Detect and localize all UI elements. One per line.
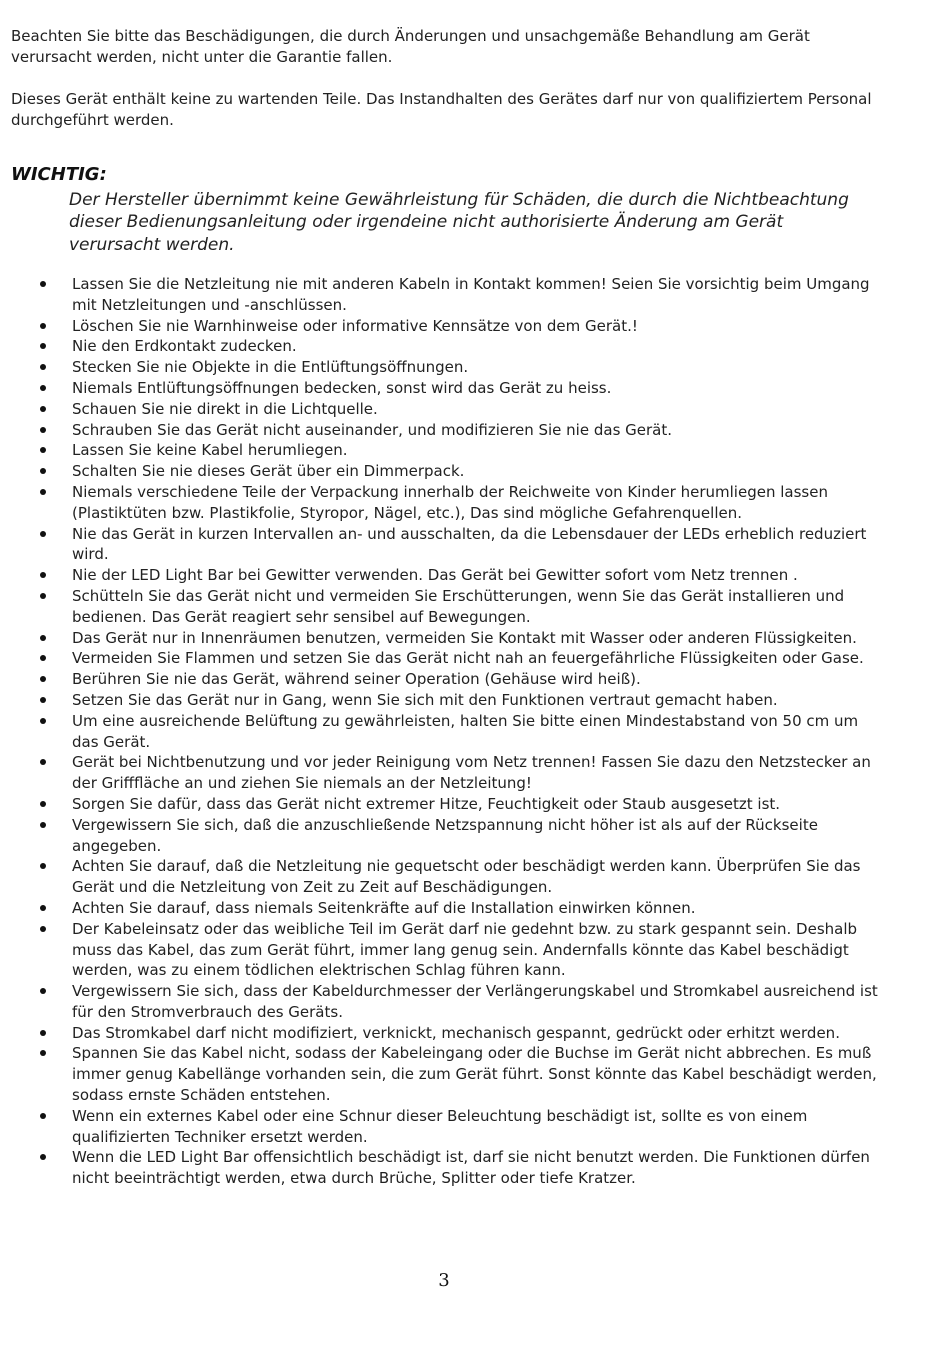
safety-instruction-item bbox=[0, 586, 880, 628]
safety-instruction-text: Vergewissern Sie sich, dass der Kabeldurchmesser der Verlängerungskabel und Stromkabel ausreichend ist für den Stromverbrauch des Geräts. bbox=[72, 982, 878, 1021]
bullet-icon bbox=[40, 572, 46, 578]
safety-instruction-text: Lassen Sie keine Kabel herumliegen. bbox=[72, 441, 348, 460]
bullet-icon bbox=[40, 697, 46, 703]
safety-instruction-text: Sorgen Sie dafür, dass das Gerät nicht extremer Hitze, Feuchtigkeit oder Staub ausgesetzt ist. bbox=[72, 794, 781, 813]
safety-instruction-text: Achten Sie darauf, dass niemals Seitenkräfte auf die Installation einwirken können. bbox=[72, 898, 696, 917]
bullet-icon bbox=[40, 427, 46, 433]
safety-instruction-item bbox=[0, 1106, 880, 1148]
bullet-icon bbox=[40, 988, 46, 994]
safety-instruction-text: Niemals Entlüftungsöffnungen bedecken, sonst wird das Gerät zu heiss. bbox=[72, 378, 612, 397]
safety-instruction-item bbox=[0, 752, 880, 794]
safety-instruction-text: Nie der LED Light Bar bei Gewitter verwenden. Das Gerät bei Gewitter sofort vom Netz trennen . bbox=[72, 566, 798, 585]
safety-instruction-item bbox=[0, 794, 880, 815]
safety-instruction-item bbox=[0, 357, 880, 378]
bullet-icon bbox=[40, 364, 46, 370]
safety-instruction-item bbox=[0, 856, 880, 898]
bullet-icon bbox=[40, 655, 46, 661]
important-heading: WICHTIG: bbox=[11, 164, 107, 185]
safety-instruction-text: Nie den Erdkontakt zudecken. bbox=[72, 337, 297, 356]
safety-instruction-text: Das Gerät nur in Innenräumen benutzen, vermeiden Sie Kontakt mit Wasser oder anderen Flüssigkeiten. bbox=[72, 628, 857, 647]
safety-instruction-item bbox=[0, 898, 880, 919]
safety-instruction-text: Schrauben Sie das Gerät nicht auseinander, und modifizieren Sie nie das Gerät. bbox=[72, 420, 673, 439]
safety-instruction-text: Um eine ausreichende Belüftung zu gewährleisten, halten Sie bitte einen Mindestabstand von 50 cm um das Gerät. bbox=[72, 711, 859, 751]
safety-instruction-text: Das Stromkabel darf nicht modifiziert, verknickt, mechanisch gespannt, gedrückt oder erhitzt werden. bbox=[72, 1023, 840, 1042]
bullet-icon bbox=[40, 1030, 46, 1036]
bullet-icon bbox=[40, 531, 46, 537]
bullet-icon bbox=[40, 863, 46, 869]
page-number: 3 bbox=[438, 1270, 450, 1291]
safety-instruction-item bbox=[0, 420, 880, 441]
bullet-icon bbox=[40, 801, 46, 807]
safety-instruction-item bbox=[0, 274, 880, 316]
bullet-icon bbox=[40, 593, 46, 599]
safety-instruction-item bbox=[0, 981, 880, 1023]
bullet-icon bbox=[40, 759, 46, 765]
safety-instruction-item bbox=[0, 440, 880, 461]
bullet-icon bbox=[40, 343, 46, 349]
safety-instruction-text: Wenn ein externes Kabel oder eine Schnur dieser Beleuchtung beschädigt ist, sollte es von einem qualifizierten Techniker ersetzt werden. bbox=[72, 1106, 808, 1146]
bullet-icon bbox=[40, 489, 46, 495]
safety-instruction-text: Spannen Sie das Kabel nicht, sodass der Kabeleingang oder die Buchse im Gerät nicht abbrechen. Es muß immer genug Kabellänge vorhanden sein, die zum Gerät führt. Sonst könnte das Kabel beschädigt werden, sodass ernste Schäden entstehen. bbox=[72, 1044, 877, 1105]
safety-instruction-item bbox=[0, 628, 880, 649]
safety-instruction-item bbox=[0, 1023, 880, 1044]
safety-instruction-item bbox=[0, 1043, 880, 1105]
bullet-icon bbox=[40, 447, 46, 453]
bullet-icon bbox=[40, 926, 46, 932]
bullet-icon bbox=[40, 822, 46, 828]
bullet-icon bbox=[40, 1050, 46, 1056]
safety-instruction-item bbox=[0, 690, 880, 711]
safety-instruction-text: Wenn die LED Light Bar offensichtlich beschädigt ist, darf sie nicht benutzt werden. Die Funktionen dürfen nicht beeinträchtigt werden, etwa durch Brüche, Splitter oder tiefe Kratzer. bbox=[72, 1148, 870, 1188]
safety-instruction-item bbox=[0, 378, 880, 399]
safety-instructions-list bbox=[0, 274, 950, 1189]
safety-instruction-text: Setzen Sie das Gerät nur in Gang, wenn Sie sich mit den Funktionen vertraut gemacht haben. bbox=[72, 690, 778, 709]
safety-instruction-text: Schauen Sie nie direkt in die Lichtquelle. bbox=[72, 399, 378, 418]
safety-instruction-item bbox=[0, 524, 880, 566]
safety-instruction-item bbox=[0, 336, 880, 357]
bullet-icon bbox=[40, 1154, 46, 1160]
safety-instruction-text: Niemals verschiedene Teile der Verpackung innerhalb der Reichweite von Kinder herumliegen lassen (Plastiktüten bzw. Plastikfolie, Styropor, Nägel, etc.), Das sind mögliche Gefahrenquellen. bbox=[72, 482, 828, 522]
safety-instruction-item bbox=[0, 648, 880, 669]
bullet-icon bbox=[40, 1113, 46, 1119]
safety-instruction-item bbox=[0, 815, 880, 857]
safety-instruction-text: Vermeiden Sie Flammen und setzen Sie das Gerät nicht nah an feuergefährliche Flüssigkeiten oder Gase. bbox=[72, 649, 864, 668]
intro-paragraph-warranty: Beachten Sie bitte das Beschädigungen, die durch Änderungen und unsachgemäße Behandlung am Gerät verursacht werden, nicht unter die Garantie fallen. bbox=[11, 27, 810, 66]
bullet-icon bbox=[40, 385, 46, 391]
safety-instruction-text: Lassen Sie die Netzleitung nie mit anderen Kabeln in Kontakt kommen! Seien Sie vorsichtig beim Umgang mit Netzleitungen und -anschlüssen. bbox=[72, 275, 870, 314]
safety-instruction-item bbox=[0, 1147, 880, 1189]
safety-instruction-text: Stecken Sie nie Objekte in die Entlüftungsöffnungen. bbox=[72, 358, 469, 377]
safety-instruction-item bbox=[0, 669, 880, 690]
safety-instruction-item bbox=[0, 711, 880, 753]
bullet-icon bbox=[40, 635, 46, 641]
bullet-icon bbox=[40, 406, 46, 412]
safety-instruction-text: Der Kabeleinsatz oder das weibliche Teil im Gerät darf nie gedehnt bzw. zu stark gespannt sein. Deshalb muss das Kabel, das zum Gerät führt, immer lang genug sein. Andernfalls könnte das Kabel beschädigt werden, was zu einem tödlichen elektrischen Schlag führen kann. bbox=[72, 919, 858, 980]
safety-instruction-text: Löschen Sie nie Warnhinweise oder informative Kennsätze von dem Gerät.! bbox=[72, 316, 638, 335]
safety-instruction-item bbox=[0, 565, 880, 586]
bullet-icon bbox=[40, 468, 46, 474]
safety-instruction-text: Schalten Sie nie dieses Gerät über ein Dimmerpack. bbox=[72, 462, 465, 481]
safety-instruction-item bbox=[0, 399, 880, 420]
safety-instruction-text: Berühren Sie nie das Gerät, während seiner Operation (Gehäuse wird heiß). bbox=[72, 670, 641, 689]
bullet-icon bbox=[40, 718, 46, 724]
bullet-icon bbox=[40, 676, 46, 682]
bullet-icon bbox=[40, 281, 46, 287]
safety-instruction-item bbox=[0, 316, 880, 337]
bullet-icon bbox=[40, 905, 46, 911]
safety-instruction-item bbox=[0, 482, 880, 524]
safety-instruction-text: Nie das Gerät in kurzen Intervallen an- und ausschalten, da die Lebensdauer der LEDs erheblich reduziert wird. bbox=[72, 524, 867, 564]
bullet-icon bbox=[40, 323, 46, 329]
safety-instruction-item bbox=[0, 461, 880, 482]
safety-instruction-text: Vergewissern Sie sich, daß die anzuschließende Netzspannung nicht höher ist als auf der Rückseite angegeben. bbox=[72, 815, 818, 855]
safety-instruction-text: Achten Sie darauf, daß die Netzleitung nie gequetscht oder beschädigt werden kann. Überprüfen Sie das Gerät und die Netzleitung von Zeit zu Zeit auf Beschädigungen. bbox=[72, 857, 861, 897]
safety-instruction-text: Schütteln Sie das Gerät nicht und vermeiden Sie Erschütterungen, wenn Sie das Gerät installieren und bedienen. Das Gerät reagiert sehr sensibel auf Bewegungen. bbox=[72, 586, 845, 626]
important-notice: Der Hersteller übernimmt keine Gewährleistung für Schäden, die durch die Nichtbeachtung dieser Bedienungsanleitung oder irgendeine nicht authorisierte Änderung am Gerät verursacht werden. bbox=[69, 190, 849, 255]
safety-instruction-text: Gerät bei Nichtbenutzung und vor jeder Reinigung vom Netz trennen! Fassen Sie dazu den Netzstecker an der Grifffläche an und ziehen Sie niemals an der Netzleitung! bbox=[72, 753, 871, 793]
intro-paragraph-maintenance: Dieses Gerät enthält keine zu wartenden Teile. Das Instandhalten des Gerätes darf nur von qualifiziertem Personal durchgeführt werden. bbox=[11, 90, 872, 129]
safety-instruction-item bbox=[0, 919, 880, 981]
